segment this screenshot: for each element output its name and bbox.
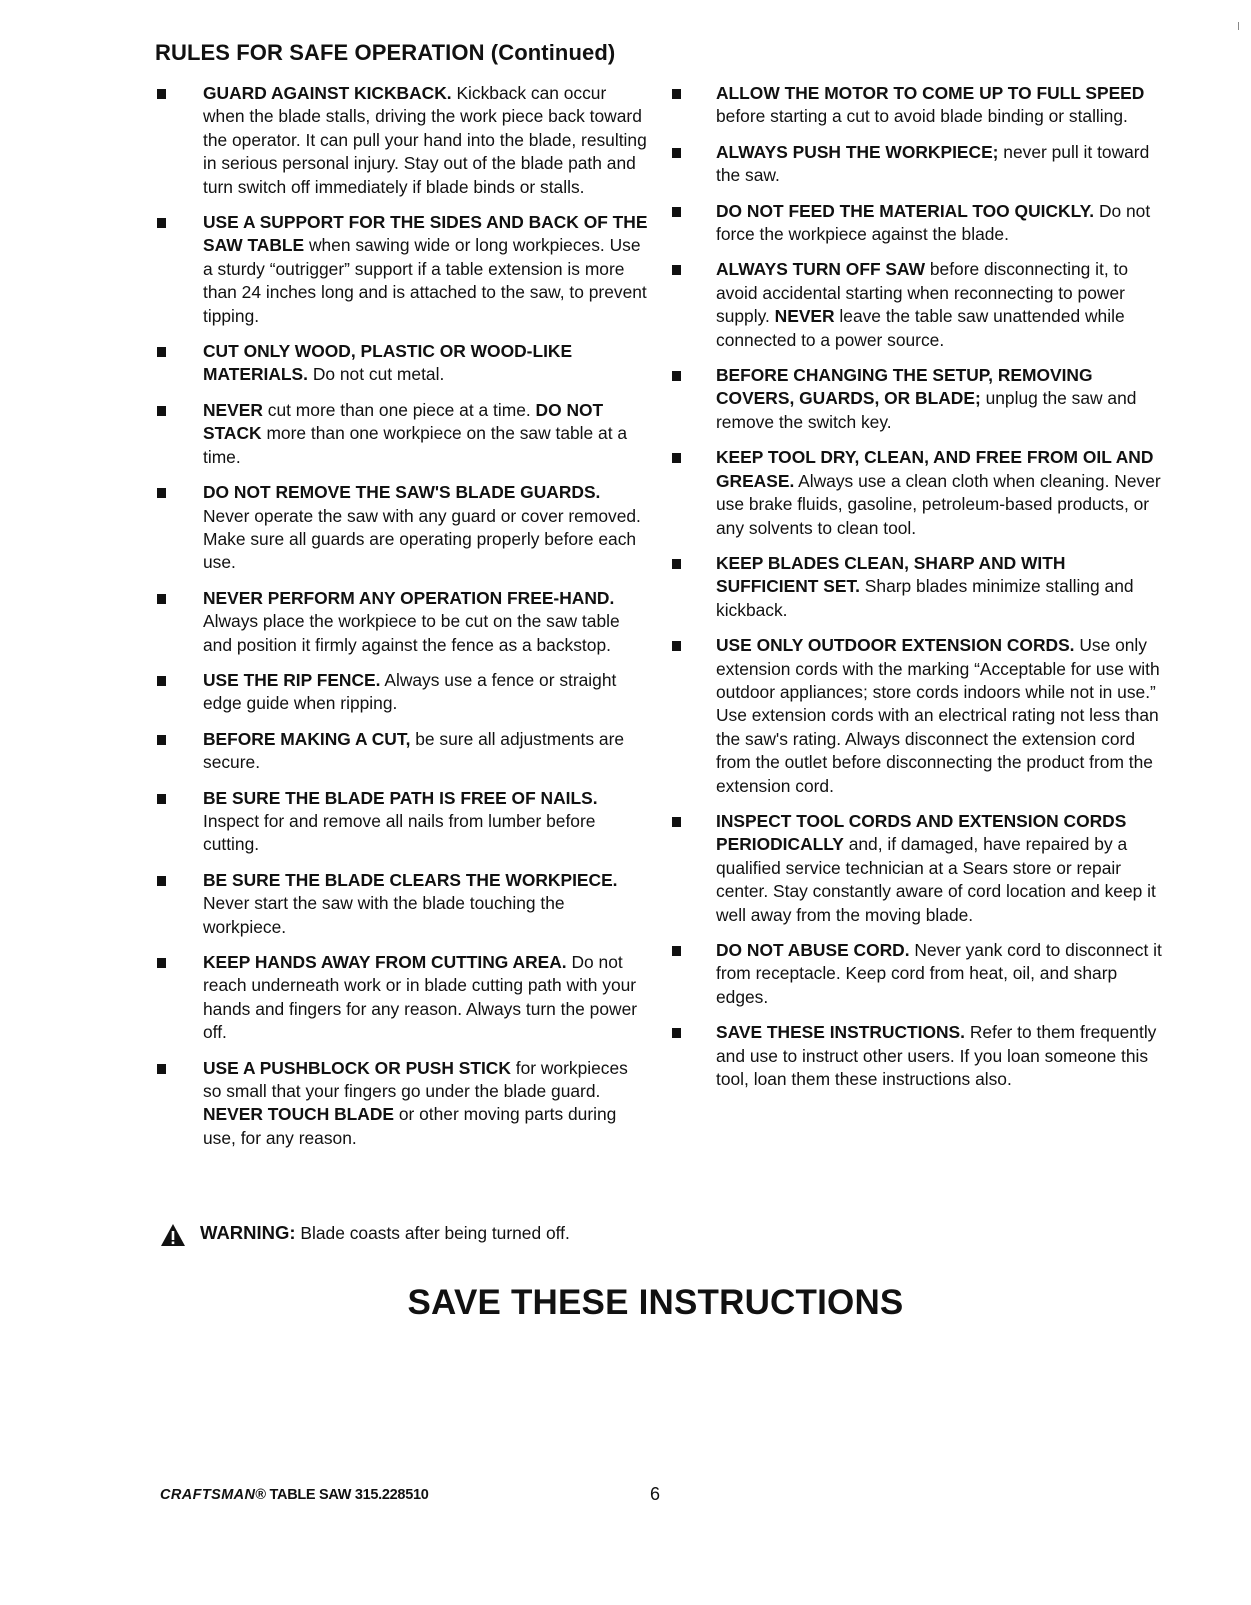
- bullet-square-icon: [672, 265, 681, 275]
- bullet-square-icon: [672, 1028, 681, 1038]
- rule-item: [670, 141, 1170, 188]
- rule-lead: BE SURE THE BLADE CLEARS THE WORKPIECE.: [203, 869, 618, 890]
- bullet-square-icon: [157, 218, 166, 228]
- rule-lead: NEVER: [203, 399, 263, 420]
- rule-text: Do not cut metal.: [307, 364, 445, 385]
- bullet-square-icon: [672, 641, 681, 651]
- rule-item: [670, 634, 1170, 798]
- scan-mark: [1238, 22, 1239, 30]
- rule-lead: BE SURE THE BLADE PATH IS FREE OF NAILS.: [203, 787, 598, 808]
- bullet-square-icon: [157, 488, 166, 498]
- bullet-square-icon: [672, 946, 681, 956]
- bullet-square-icon: [672, 148, 681, 158]
- warning-triangle-icon: [160, 1223, 186, 1253]
- footer-brand: [160, 1487, 429, 1503]
- rule-lead: BEFORE MAKING A CUT,: [203, 728, 411, 749]
- bullet-square-icon: [157, 347, 166, 357]
- page-number: 6: [650, 1484, 661, 1504]
- rule-item: [670, 939, 1170, 1009]
- rule-lead: CUT ONLY WOOD, PLASTIC OR WOOD-LIKE MATERIALS.: [203, 341, 573, 385]
- bullet-square-icon: [672, 559, 681, 569]
- rule-item: [670, 364, 1170, 434]
- bullet-square-icon: [157, 89, 166, 99]
- rule-lead: GUARD AGAINST KICKBACK.: [203, 83, 452, 103]
- rule-lead: KEEP BLADES CLEAN, SHARP AND WITH SUFFICIENT SET.: [716, 552, 1066, 597]
- rule-text: before starting a cut to avoid blade binding or stalling.: [716, 106, 1128, 127]
- bullet-square-icon: [157, 876, 166, 886]
- rule-text: leave the table saw unattended while connected to a power source.: [716, 306, 1125, 350]
- rule-item: [155, 951, 650, 1045]
- rule-lead: KEEP TOOL DRY, CLEAN, AND FREE FROM OIL AND GREASE.: [716, 447, 1154, 491]
- bullet-square-icon: [672, 817, 681, 827]
- bullet-square-icon: [157, 735, 166, 745]
- rule-lead: DO NOT REMOVE THE SAW'S BLADE GUARDS.: [203, 482, 601, 503]
- rule-lead: INSPECT TOOL CORDS AND EXTENSION CORDS PERIODICALLY: [716, 810, 1127, 855]
- rule-lead: ALWAYS TURN OFF SAW: [716, 259, 926, 280]
- rule-lead: NEVER TOUCH BLADE: [203, 1104, 394, 1125]
- rule-text: Use only extension cords with the marking “Acceptable for use with outdoor appliances; store cords indoors while not in use.” Use extension cords with an electrical rating not less than the saw's rating. Always disconnect the extension cord from the outlet before disconnecting the product from the extension cord.: [716, 635, 1160, 796]
- rule-text: before disconnecting it, to avoid accidental starting when reconnecting to power supply.: [716, 259, 1129, 327]
- rule-item: [155, 340, 650, 387]
- warning-text: Blade coasts after being turned off.: [295, 1223, 570, 1243]
- rule-item: [155, 82, 650, 199]
- rule-lead: KEEP HANDS AWAY FROM CUTTING AREA.: [203, 952, 567, 972]
- rule-text: when sawing wide or long workpieces. Use a sturdy “outrigger” support if a table extension is more than 24 inches long and is attached to the saw, to prevent tipping.: [203, 235, 647, 326]
- rule-lead: DO NOT ABUSE CORD.: [716, 940, 910, 960]
- rule-text: Refer to them frequently and use to instruct other users. If you loan someone this tool, loan them these instructions also.: [716, 1022, 1157, 1090]
- rule-lead: SAVE THESE INSTRUCTIONS.: [716, 1022, 965, 1043]
- right-column: [670, 82, 1170, 1103]
- bullet-square-icon: [157, 594, 166, 604]
- bullet-square-icon: [672, 89, 681, 99]
- brand-name: CRAFTSMAN: [160, 1487, 256, 1503]
- rule-item: [155, 728, 650, 775]
- bullet-square-icon: [672, 371, 681, 381]
- rule-item: [670, 200, 1170, 247]
- rule-text: Kickback can occur when the blade stalls, driving the work piece back toward the operator. It can pull your hand into the blade, resulting in serious personal injury. Stay out of the blade path and turn switch off immediately if blade binds or stalls.: [203, 83, 647, 197]
- rule-item: [670, 82, 1170, 129]
- rule-lead: USE THE RIP FENCE.: [203, 669, 381, 690]
- brand-reg-mark: ®: [255, 1487, 266, 1503]
- rule-text: Never yank cord to disconnect it from receptacle. Keep cord from heat, oil, and sharp edges.: [716, 940, 1162, 1007]
- page-title: RULES FOR SAFE OPERATION (Continued): [155, 40, 616, 65]
- rule-text: Always place the workpiece to be cut on the saw table and position it firmly against the fence as a backstop.: [203, 611, 620, 655]
- rule-item: [155, 1057, 650, 1151]
- rule-item: [155, 399, 650, 469]
- rule-lead: USE A SUPPORT FOR THE SIDES AND BACK OF THE SAW TABLE: [203, 212, 648, 256]
- rule-item: [155, 787, 650, 857]
- rule-text: cut more than one piece at a time.: [262, 399, 536, 420]
- rule-text: Inspect for and remove all nails from lumber before cutting.: [203, 810, 596, 855]
- rule-text: be sure all adjustments are secure.: [203, 728, 625, 773]
- save-instructions-banner: SAVE THESE INSTRUCTIONS: [407, 1283, 904, 1322]
- rule-lead: ALWAYS PUSH THE WORKPIECE;: [716, 141, 999, 162]
- rule-lead: NEVER PERFORM ANY OPERATION FREE-HAND.: [203, 587, 615, 608]
- rule-item: [670, 1021, 1170, 1091]
- rule-text: unplug the saw and remove the switch key.: [716, 388, 1137, 432]
- rule-item: [670, 258, 1170, 352]
- rule-text: Do not force the workpiece against the blade.: [716, 200, 1151, 245]
- bullet-square-icon: [672, 207, 681, 217]
- rule-lead: USE A PUSHBLOCK OR PUSH STICK: [203, 1057, 511, 1078]
- bullet-square-icon: [672, 453, 681, 463]
- rule-lead: NEVER: [774, 306, 835, 327]
- rule-lead: BEFORE CHANGING THE SETUP, REMOVING COVERS, GUARDS, OR BLADE;: [716, 365, 1093, 409]
- rule-text: Never operate the saw with any guard or cover removed. Make sure all guards are operating properly before each use.: [203, 505, 641, 573]
- rule-text: Never start the saw with the blade touching the workpiece.: [203, 893, 565, 937]
- rule-text: more than one workpiece on the saw table at a time.: [203, 423, 628, 467]
- bullet-square-icon: [157, 958, 166, 968]
- bullet-square-icon: [157, 794, 166, 804]
- rule-item: [155, 481, 650, 575]
- rule-item: [155, 211, 650, 328]
- left-column: [155, 82, 650, 1162]
- rule-text: Always use a fence or straight edge guide when ripping.: [203, 669, 617, 714]
- bullet-square-icon: [157, 676, 166, 686]
- rule-text: never pull it toward the saw.: [716, 141, 1150, 186]
- rule-item: [670, 810, 1170, 927]
- warning-label: WARNING:: [200, 1222, 296, 1243]
- rule-text: Sharp blades minimize stalling and kickback.: [716, 576, 1134, 620]
- rule-lead: USE ONLY OUTDOOR EXTENSION CORDS.: [716, 635, 1075, 656]
- rule-item: [670, 446, 1170, 540]
- rule-item: [155, 669, 650, 716]
- model-label: TABLE SAW 315.228510: [265, 1487, 429, 1503]
- warning-note: [160, 1221, 570, 1253]
- rule-lead: DO NOT FEED THE MATERIAL TOO QUICKLY.: [716, 200, 1095, 221]
- rule-text: and, if damaged, have repaired by a qualified service technician at a Sears store or repair center. Stay constantly aware of cord location and keep it well away from the moving blade.: [716, 834, 1156, 925]
- rule-text: Do not reach underneath work or in blade cutting path with your hands and fingers for any reason. Always turn the power off.: [203, 952, 638, 1043]
- rule-lead: DO NOT STACK: [203, 399, 604, 444]
- rule-item: [670, 552, 1170, 622]
- rule-lead: ALLOW THE MOTOR TO COME UP TO FULL SPEED: [716, 83, 1145, 103]
- rule-text: for workpieces so small that your fingers go under the blade guard.: [203, 1057, 628, 1102]
- rule-text: Always use a clean cloth when cleaning. Never use brake fluids, gasoline, petroleum-based products, or any solvents to clean tool.: [716, 470, 1161, 538]
- bullet-square-icon: [157, 406, 166, 416]
- rule-item: [155, 587, 650, 657]
- rule-item: [155, 869, 650, 939]
- bullet-square-icon: [157, 1064, 166, 1074]
- rule-text: or other moving parts during use, for any reason.: [203, 1104, 617, 1148]
